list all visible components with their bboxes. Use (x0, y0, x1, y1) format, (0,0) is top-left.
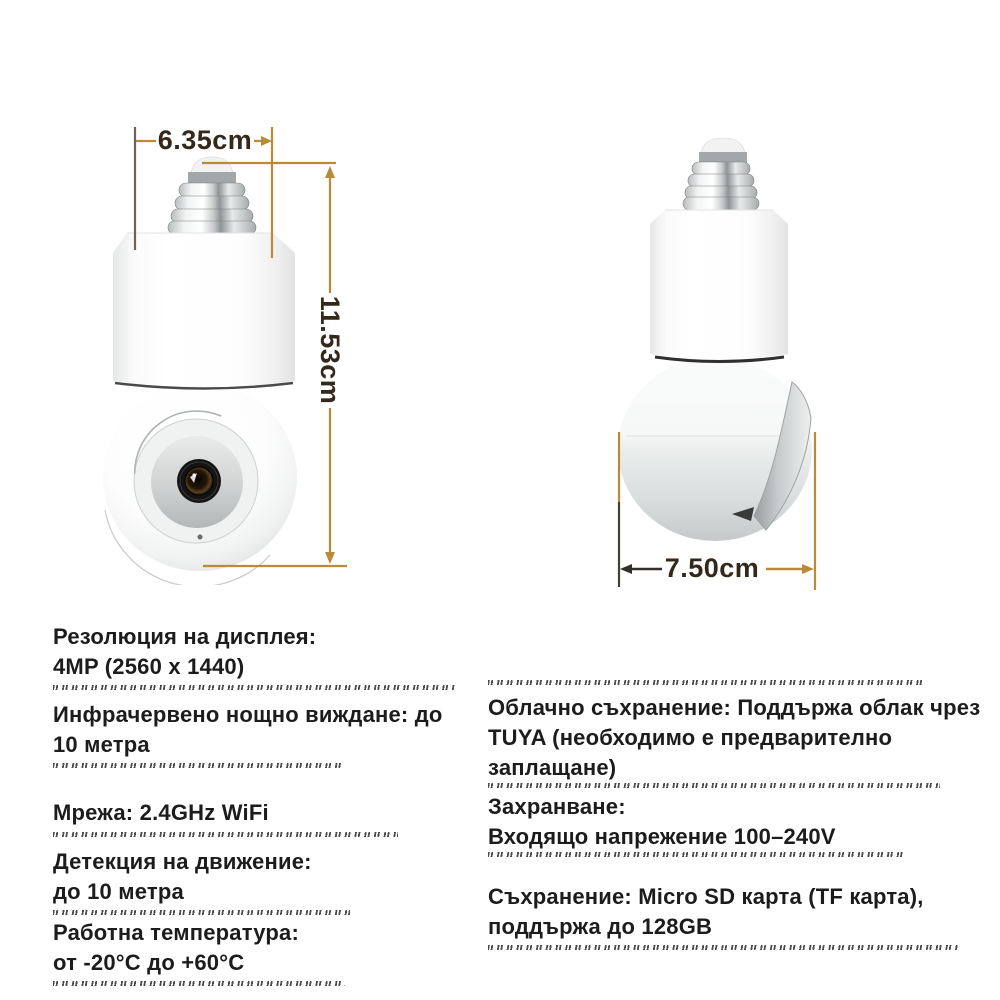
divider (53, 981, 345, 986)
spec-text: 4MP (2560 x 1440) (53, 654, 245, 679)
spec-text: Съхранение: Micro SD карта (TF карта), (488, 884, 924, 909)
spec-text: Облачно съхранение: Поддържа облак чрез (488, 695, 981, 720)
camera-head-rear (618, 357, 812, 541)
spec-text: до 10 метра (53, 879, 184, 904)
microphone-hole (198, 535, 203, 540)
divider (53, 685, 455, 690)
e27-screw-base-rear (683, 138, 759, 214)
spec-text: TUYA (необходимо е предварително (488, 725, 893, 750)
spec-text: Детекция на движение: (53, 849, 312, 874)
camera-body-rear (650, 210, 788, 362)
front-width-dimension-label: 6.35cm (157, 125, 253, 155)
spec-column-left (53, 616, 473, 986)
spec-item-storage (488, 882, 988, 950)
divider (488, 680, 922, 685)
spec-text: заплащане) (488, 755, 617, 780)
spec-item-operating-temperature (53, 918, 473, 986)
spec-item-resolution (53, 622, 473, 690)
divider (488, 945, 958, 950)
spec-text: Входящо напрежение 100–240V (488, 824, 836, 849)
bulb-camera-front-image (40, 125, 360, 585)
camera-body-front (113, 233, 295, 389)
spec-item-motion-detection (53, 847, 473, 915)
arrowhead-right (802, 564, 814, 574)
spec-item-power (488, 792, 988, 857)
spec-text: Инфрачервено нощно виждане: до (53, 702, 443, 727)
spec-text: Захранване: (488, 794, 626, 819)
divider (488, 852, 903, 857)
divider (53, 910, 350, 915)
spec-item-night-vision (53, 700, 473, 768)
spec-item-cloud-storage (488, 693, 988, 788)
e27-screw-base-front (168, 157, 256, 239)
spec-text: от -20°C до +60°C (53, 950, 245, 975)
spec-column-right (488, 672, 988, 950)
rear-width-dimension-label: 7.50cm (664, 553, 760, 583)
arrowhead-up (325, 166, 335, 178)
spec-text: Мрежа: 2.4GHz WiFi (53, 800, 269, 825)
spec-text: 10 метра (53, 732, 150, 757)
spec-item-network (53, 798, 473, 837)
front-height-dimension-label: 11.53cm (315, 295, 345, 405)
divider (53, 763, 342, 768)
divider (53, 832, 398, 837)
spec-text: Работна температура: (53, 920, 299, 945)
divider (488, 783, 940, 788)
arrowhead-right (261, 136, 272, 146)
spec-text: поддържа до 128GB (488, 914, 713, 939)
arrowhead-down (325, 552, 335, 564)
bulb-camera-rear-image (600, 118, 920, 600)
spec-text: Резолюция на дисплея: (53, 624, 317, 649)
